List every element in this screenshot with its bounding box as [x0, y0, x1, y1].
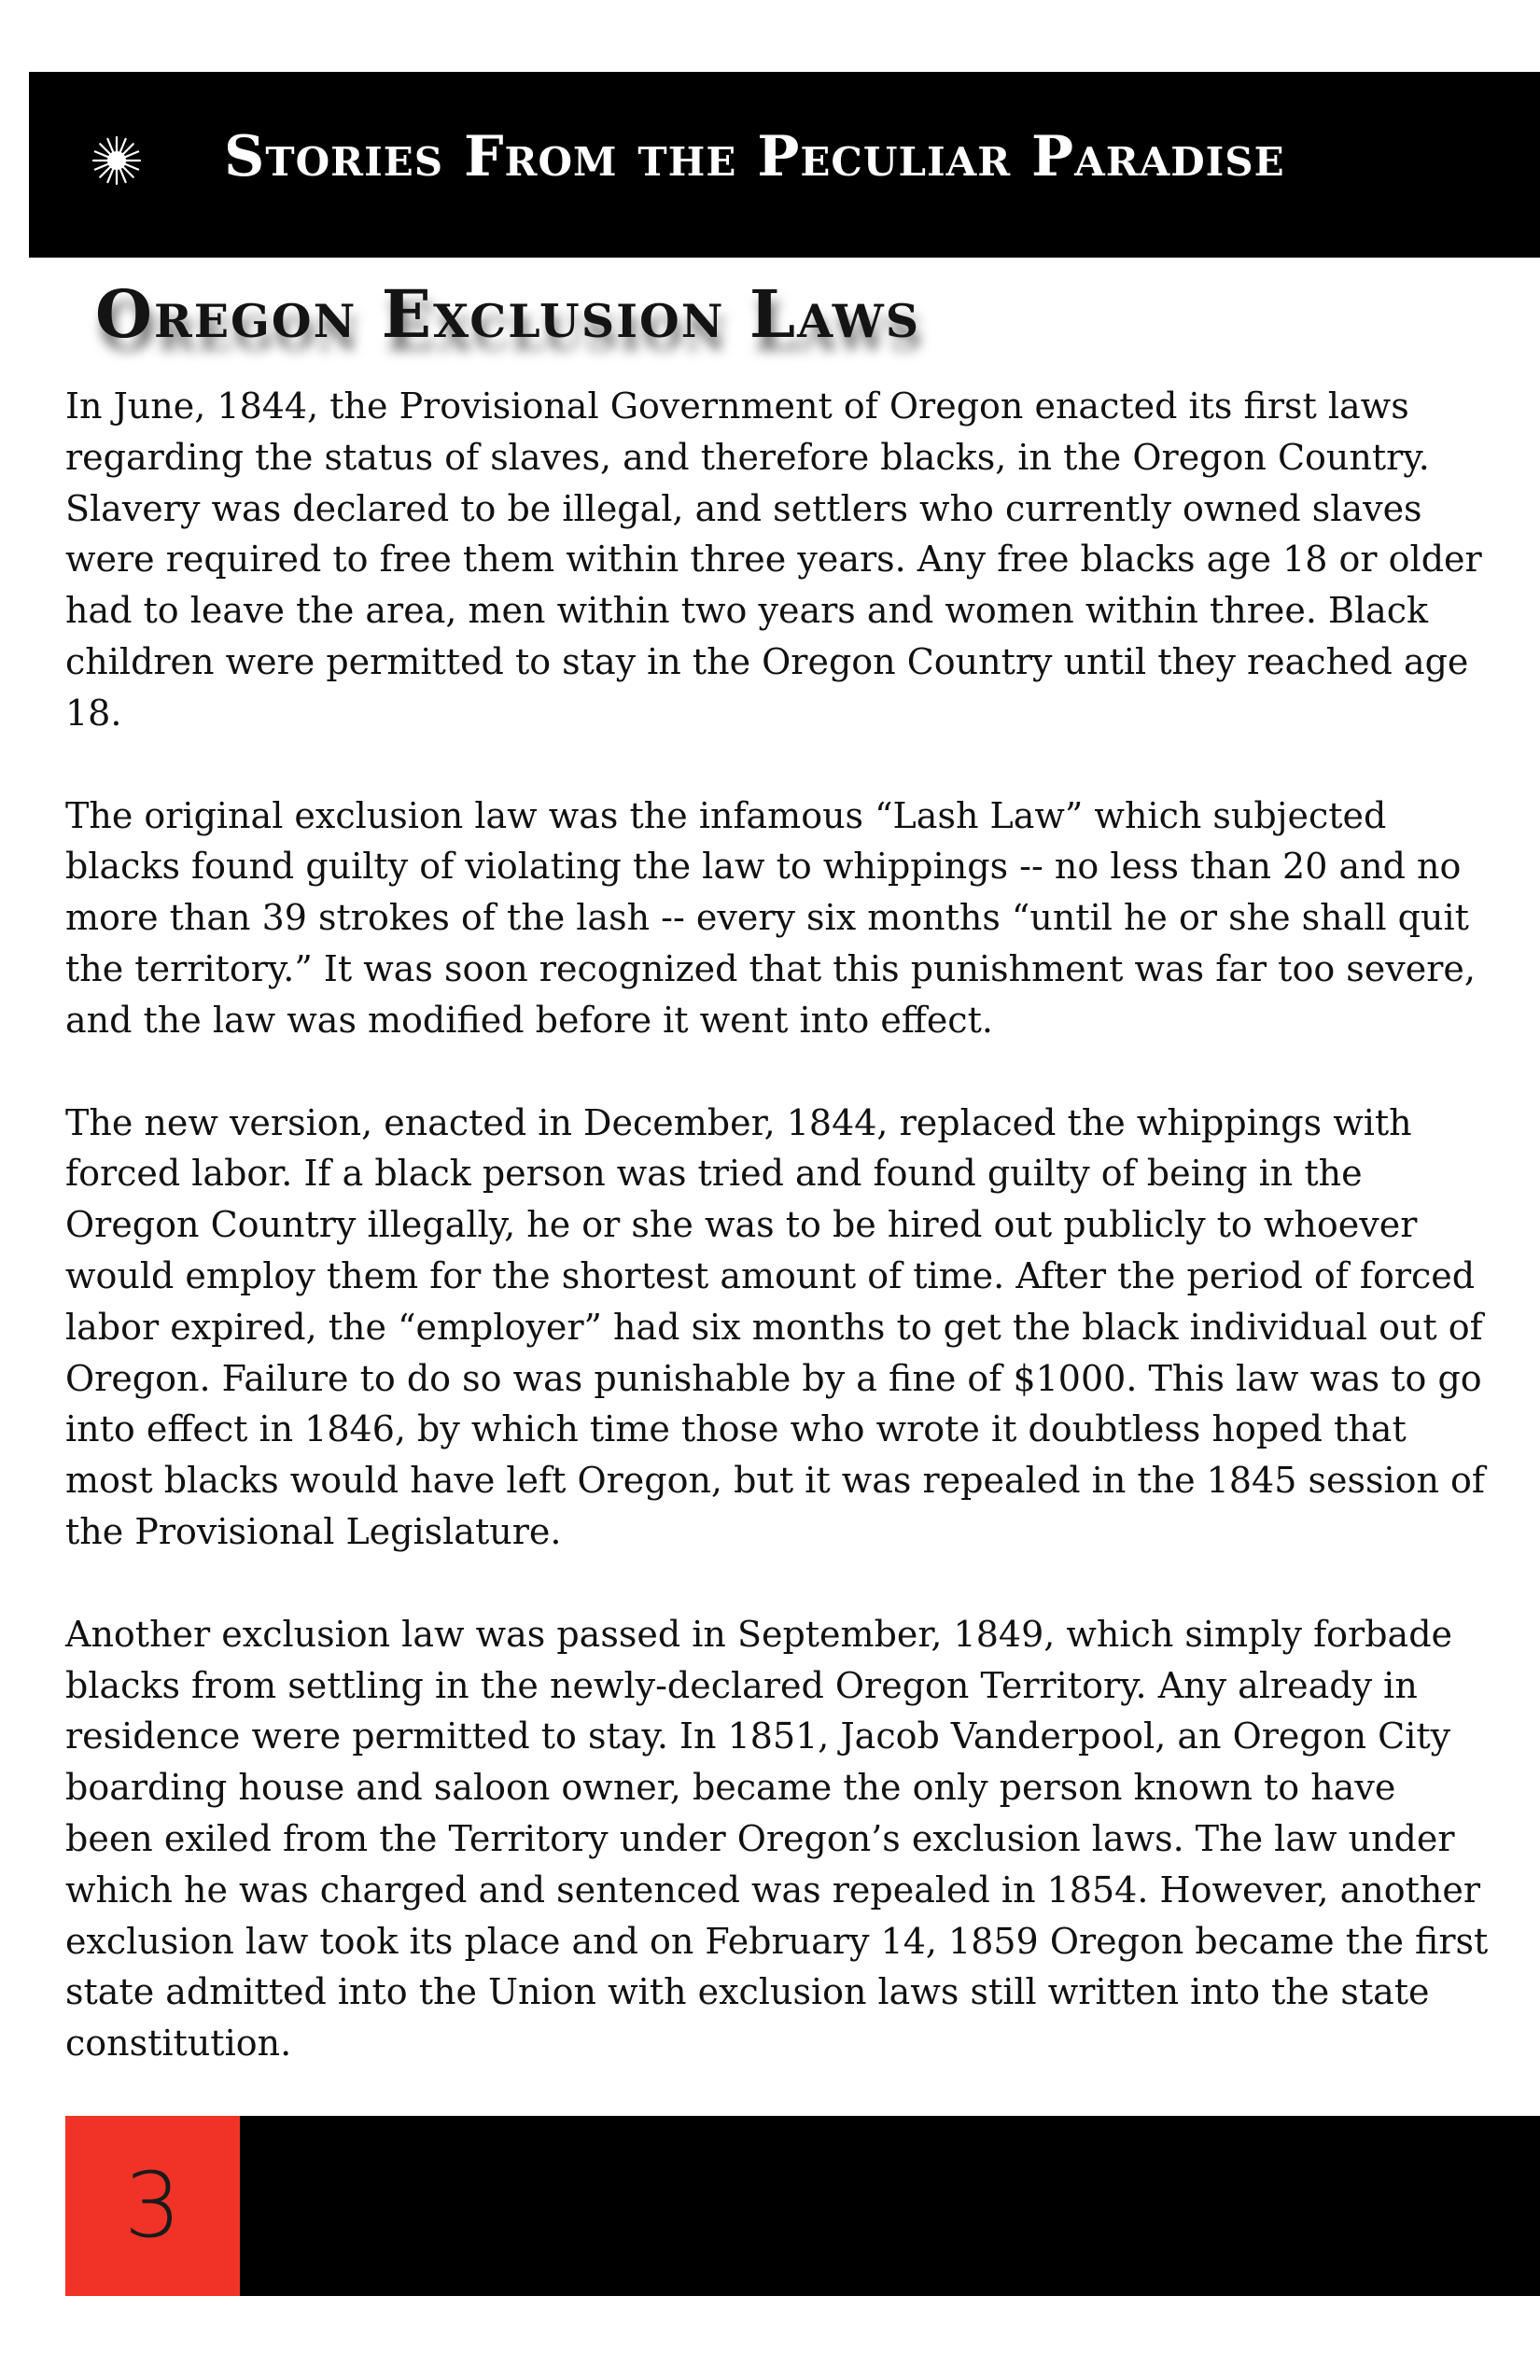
footer-bar [65, 2116, 1540, 2296]
article-body [65, 381, 1493, 2121]
series-title: Stories From the Peculiar Paradise [224, 124, 1285, 189]
page-number: 3 [123, 2153, 182, 2258]
paragraph-4: Another exclusion law was passed in September, 1849, which simply forbade blacks from settling in the newly-declared Oregon Territory. Any already in residence were permitted to stay. In 1851, Jacob Vanderpool, an Oregon City boarding house and saloon owner, became the only person known to have been exiled from the Territory under Oregon’s exclusion laws. The law under which he was charged and sentenced was repealed in 1854. However, another exclusion law took its place and on February 14, 1859 Oregon became the first state admitted into the Union with exclusion laws still written into the state constitution. [65, 1613, 1489, 2065]
page-heading: Oregon Exclusion Laws [95, 275, 921, 353]
paragraph-1: In June, 1844, the Provisional Government of Oregon enacted its first laws regarding the status of slaves, and therefore blacks, in the Oregon Country. Slavery was declared to be illegal, and settlers who currently owned slaves were required to free them within three years. Any free blacks age 18 or older had to leave the area, men within two years and women within three. Black children were permitted to stay in the Oregon Country until they reached age 18. [65, 385, 1482, 734]
sun-icon [91, 135, 142, 186]
paragraph-2: The original exclusion law was the infamous “Lash Law” which subjected blacks found guilty of violating the law to whippings -- no less than 20 and no more than 39 strokes of the lash -- every six months “until he or she shall quit the territory.” It was soon recognized that this punishment was far too severe, and the law was modified before it went into effect. [65, 794, 1476, 1041]
paragraph-3: The new version, enacted in December, 1844, replaced the whippings with forced labor. If a black person was tried and found guilty of being in the Oregon Country illegally, he or she was to be hired out publicly to whoever would employ them for the shortest amount of time. After the period of forced labor expired, the “employer” had six months to get the black individual out of Oregon. Failure to do so was punishable by a fine of $1000. This law was to go into effect in 1846, by which time those who wrote it doubtless hoped that most blacks would have left Oregon, but it was repealed in the 1845 session of the Provisional Legislature. [65, 1101, 1485, 1552]
